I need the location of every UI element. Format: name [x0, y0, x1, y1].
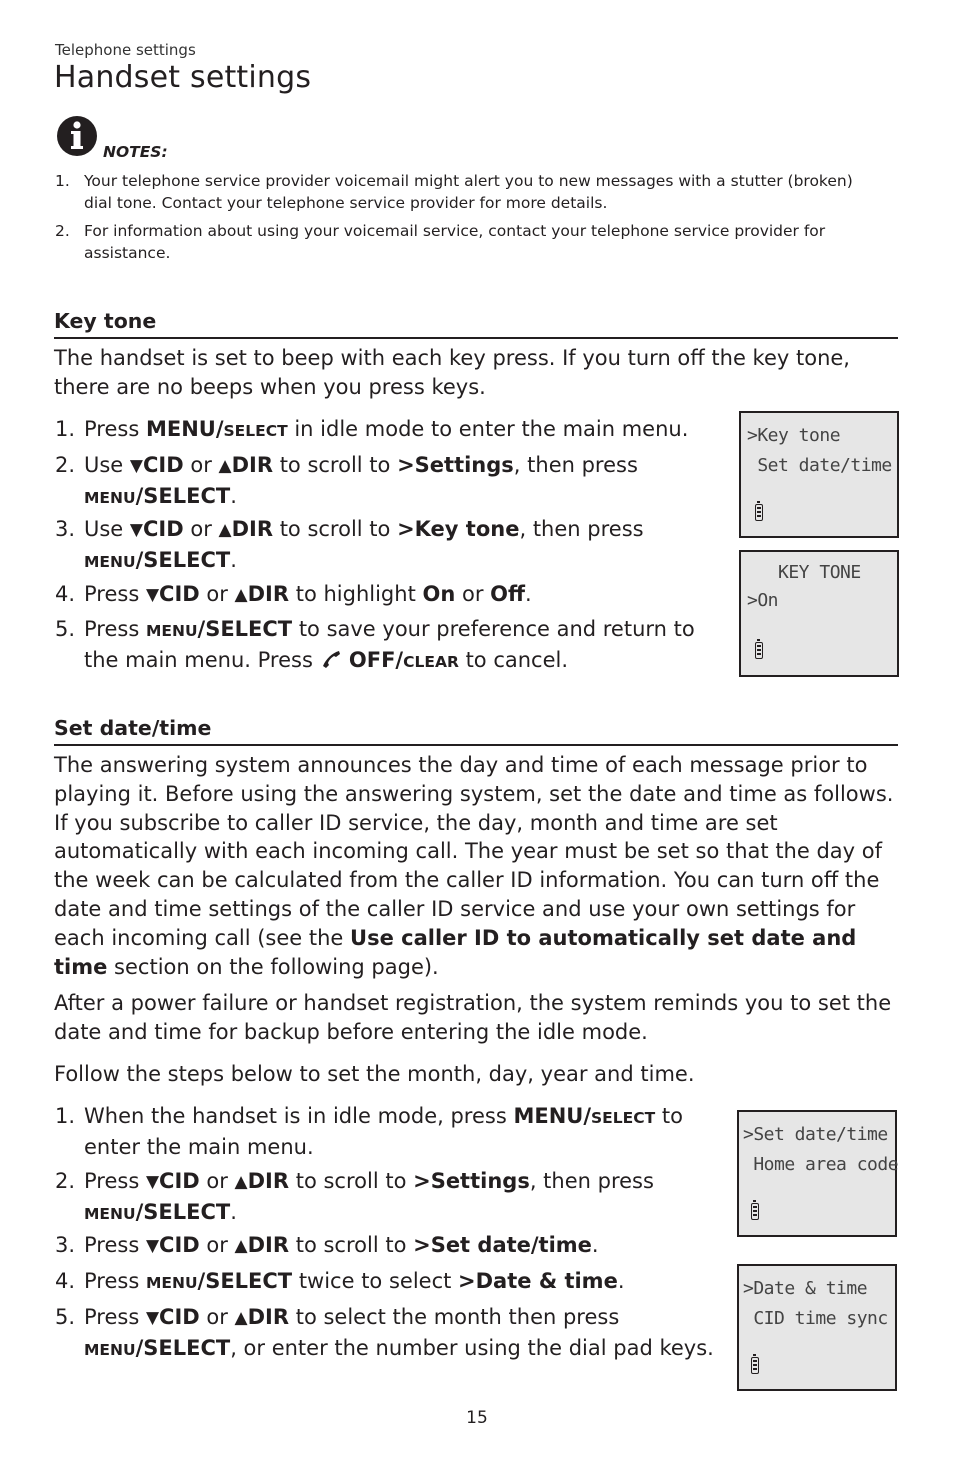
step-number: 1. [55, 1104, 76, 1128]
lcd-line: >On [747, 590, 779, 611]
down-arrow-icon: ▼ [145, 1308, 160, 1328]
note-text: Your telephone service provider voicemail might alert you to new messages with a stutter (broken) dial tone. Contact your telephone service provider for more details. [84, 172, 853, 212]
breadcrumb: Telephone settings [55, 41, 196, 59]
section-heading-key-tone: Key tone [54, 309, 157, 333]
set-date-time-step: 3. Press ▼CID or ▲DIR to scroll to >Set date/time. [55, 1231, 735, 1261]
down-arrow-icon: ▼ [129, 456, 143, 476]
section-rule [54, 744, 898, 746]
lcd-line: KEY TONE [747, 562, 861, 583]
set-date-time-step: 1. When the handset is in idle mode, press MENU/SELECT to enter the main menu. [55, 1104, 683, 1159]
lcd-screen [737, 1264, 897, 1391]
notes-label: NOTES: [103, 143, 168, 161]
step-number: 3. [55, 1233, 76, 1257]
step-number: 1. [55, 417, 76, 441]
section-heading-set-date-time: Set date/time [54, 716, 212, 740]
step-number: 2. [55, 1169, 76, 1193]
key-tone-step: 3. Use ▼CID or ▲DIR to scroll to >Key tone, then press MENU/SELECT. [55, 517, 644, 572]
step-number: 3. [55, 517, 76, 541]
note-text: For information about using your voicemail service, contact your telephone service provider for assistance. [84, 222, 826, 262]
page-number: 15 [466, 1408, 488, 1428]
battery-icon [751, 1203, 759, 1220]
up-arrow-icon: ▲ [234, 1172, 248, 1192]
note-item [55, 170, 875, 216]
key-tone-step: 5. Press MENU/SELECT to save your preference and return to the main menu. Press OFF/CLEAR to cancel. [55, 617, 695, 672]
lcd-line: Home area code [743, 1154, 899, 1175]
note-item [55, 220, 875, 266]
set-date-time-step: 4. Press MENU/SELECT twice to select >Date & time. [55, 1267, 735, 1297]
down-arrow-icon: ▼ [145, 1172, 160, 1192]
up-arrow-icon: ▲ [234, 1236, 248, 1256]
up-arrow-icon: ▲ [234, 585, 248, 605]
set-date-time-paragraph: After a power failure or handset registration, the system reminds you to set the date and time for backup before entering the idle mode. [54, 991, 892, 1044]
step-number: 2. [55, 453, 76, 477]
battery-icon [755, 642, 763, 659]
lcd-line: >Key tone [747, 425, 841, 446]
set-date-time-intro: The answering system announces the day and time of each message prior to playing it. Before using the answering system, set the date and time as follows. If you subscribe to caller ID service, the day, month and time are set automatically with each incoming call. The year must be set so that the day of the week can be calculated from the caller ID information. You can turn off the date and time settings of the caller ID service and use your own settings for each incoming call (see the Use caller ID to automatically set date and time section on the following page). [54, 753, 894, 979]
lcd-screen [737, 1110, 897, 1237]
set-date-time-step: 5. Press ▼CID or ▲DIR to select the month then press MENU/SELECT, or enter the number using the dial pad keys. [55, 1305, 714, 1360]
battery-icon [755, 504, 763, 521]
step-number: 4. [55, 582, 76, 606]
step-number: 5. [55, 1305, 76, 1329]
key-tone-step: 2. Use ▼CID or ▲DIR to scroll to >Settings, then press MENU/SELECT. [55, 453, 638, 508]
step-number: 5. [55, 617, 76, 641]
info-icon [56, 115, 98, 157]
phone-off-icon [320, 649, 342, 669]
note-number: 2. [55, 222, 70, 240]
lcd-line: Set date/time [747, 455, 892, 476]
step-number: 4. [55, 1269, 76, 1293]
key-tone-step: 4. Press ▼CID or ▲DIR to highlight On or Off. [55, 580, 735, 610]
set-date-time-paragraph: Follow the steps below to set the month, day, year and time. [54, 1062, 695, 1086]
up-arrow-icon: ▲ [234, 1308, 248, 1328]
set-date-time-step: 2. Press ▼CID or ▲DIR to scroll to >Settings, then press MENU/SELECT. [55, 1169, 654, 1224]
battery-icon [751, 1357, 759, 1374]
down-arrow-icon: ▼ [145, 1236, 160, 1256]
section-rule [54, 337, 898, 339]
down-arrow-icon: ▼ [129, 520, 143, 540]
up-arrow-icon: ▲ [218, 456, 232, 476]
up-arrow-icon: ▲ [218, 520, 232, 540]
lcd-line: >Date & time [743, 1278, 868, 1299]
note-number: 1. [55, 172, 70, 190]
key-tone-intro: The handset is set to beep with each key press. If you turn off the key tone, there are no beeps when you press keys. [54, 346, 850, 399]
page-title: Handset settings [54, 60, 312, 95]
lcd-screen [739, 550, 899, 677]
lcd-screen [739, 411, 899, 538]
lcd-line: >Set date/time [743, 1124, 888, 1145]
key-tone-step: 1. Press MENU/SELECT in idle mode to enter the main menu. [55, 415, 735, 445]
lcd-line: CID time sync [743, 1308, 888, 1329]
down-arrow-icon: ▼ [145, 585, 160, 605]
